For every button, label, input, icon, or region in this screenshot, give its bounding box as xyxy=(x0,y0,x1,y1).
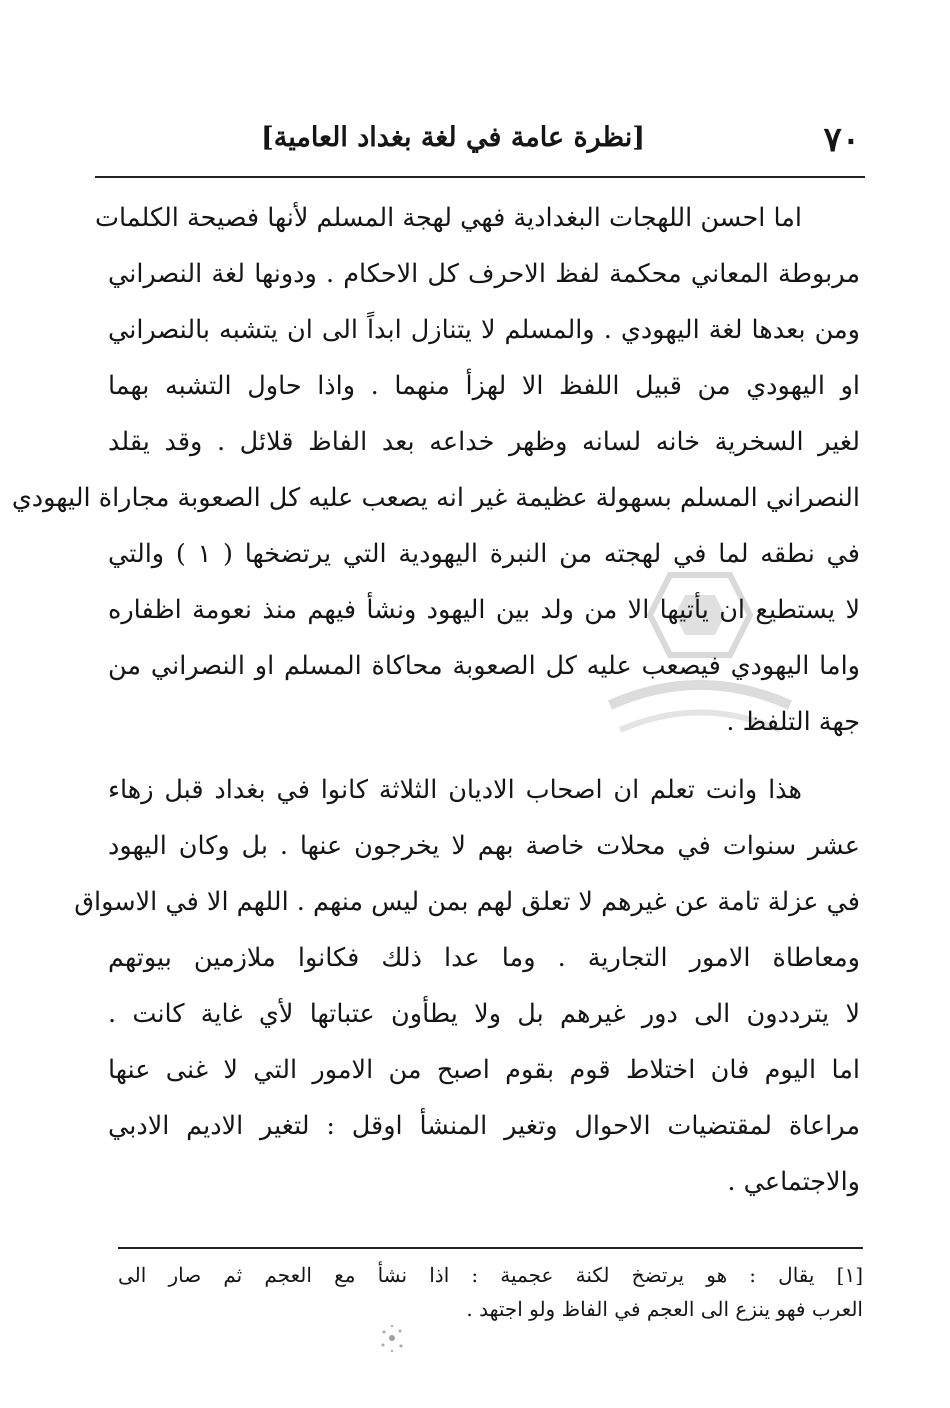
text-line: مراعاة لمقتضيات الاحوال وتغير المنشأ اوقل : لتغير الاديم الادبي xyxy=(108,1111,860,1141)
ornament-mark xyxy=(372,1318,412,1358)
text-line: والاجتماعي . xyxy=(727,1167,860,1197)
text-line: النصراني المسلم بسهولة عظيمة غير انه يصعب عليه كل الصعوبة مجاراة اليهودي xyxy=(11,483,860,513)
text-line: لا يترددون الى دور غيرهم بل ولا يطأون عتباتها لأي غاية كانت . xyxy=(108,999,860,1029)
body-text xyxy=(11,190,860,1210)
text-line: او اليهودي من قبيل اللفظ الا لهزأ منهما . واذا حاول التشبه بهما xyxy=(108,371,860,401)
footnote-line: العرب فهو ينزع الى العجم في الفاظ ولو اجتهد . xyxy=(466,1297,863,1321)
paragraph-1 xyxy=(11,190,860,750)
text-line: هذا وانت تعلم ان اصحاب الاديان الثلاثة كانوا في بغداد قبل زهاء xyxy=(108,775,802,805)
text-line: اما احسن اللهجات البغدادية فهي لهجة المسلم لأنها فصيحة الكلمات xyxy=(94,203,802,233)
paragraph-2 xyxy=(74,762,860,1210)
text-line: اما اليوم فان اختلاط قوم بقوم اصبح من الامور التي لا غنى عنها xyxy=(108,1055,860,1085)
text-line: لا يستطيع ان يأتيها الا من ولد بين اليهود ونشأ فيهم منذ نعومة اظفاره xyxy=(108,595,860,625)
page-header xyxy=(88,118,860,168)
text-line: في نطقه لما في لهجته من النبرة اليهودية التي يرتضخها ( ١ ) والتي xyxy=(108,539,860,569)
text-line: عشر سنوات في محلات خاصة بهم لا يخرجون عنها . بل وكان اليهود xyxy=(108,831,860,861)
footnote xyxy=(118,1258,863,1326)
page-number: ٧٠ xyxy=(823,120,860,160)
text-line: مربوطة المعاني محكمة لفظ الاحرف كل الاحكام . ودونها لغة النصراني xyxy=(108,259,860,289)
paragraph-gap xyxy=(108,750,860,762)
running-title: [نظرة عامة في لغة بغداد العامية] xyxy=(261,122,645,153)
text-line: واما اليهودي فيصعب عليه كل الصعوبة محاكاة المسلم او النصراني من xyxy=(108,651,860,681)
text-line: ومعاطاة الامور التجارية . وما عدا ذلك فكانوا ملازمين بيوتهم xyxy=(108,943,860,973)
text-line: ومن بعدها لغة اليهودي . والمسلم لا يتنازل ابداً الى ان يتشبه بالنصراني xyxy=(108,315,860,345)
footnote-line: [١] يقال : هو يرتضخ لكنة عجمية : اذا نشأ مع العجم ثم صار الى xyxy=(118,1263,863,1287)
text-line: جهة التلفظ . xyxy=(726,707,860,737)
text-line: في عزلة تامة عن غيرهم لا تعلق لهم بمن ليس منهم . اللهم الا في الاسواق xyxy=(74,887,860,917)
footnote-rule xyxy=(118,1247,863,1249)
text-line: لغير السخرية خانه لسانه وظهر خداعه بعد الفاظ قلائل . وقد يقلد xyxy=(108,427,860,457)
header-rule xyxy=(95,176,865,178)
